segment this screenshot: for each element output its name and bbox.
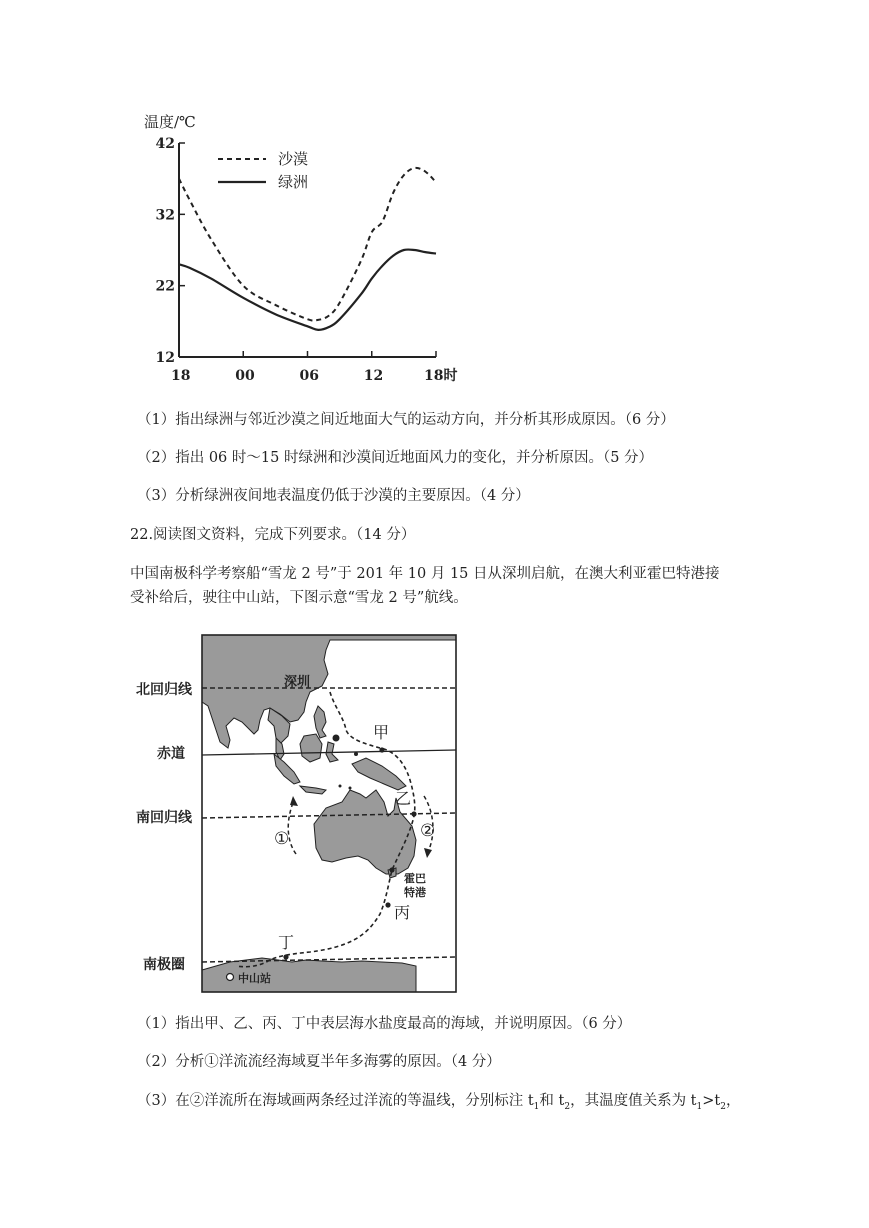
question-a2: （2）指出 06 时～15 时绿洲和沙漠间近地面风力的变化，并分析原因。（5 分） xyxy=(137,450,654,466)
y-axis-label: 温度/℃ xyxy=(144,113,196,131)
question-b3-part: ， xyxy=(725,1093,741,1109)
ding-label: 丁 xyxy=(278,933,295,952)
waypoint-bing xyxy=(385,902,390,907)
question-22-intro-line2: 受补给后，驶往中山站，下图示意“雪龙 2 号”航线。 xyxy=(130,590,468,606)
question-b2: （2）分析①洋流流经海域夏半年多海雾的原因。（4 分） xyxy=(137,1054,501,1070)
sumatra xyxy=(274,754,300,784)
x-tick-label: 06 xyxy=(299,368,319,384)
current-1-arrow xyxy=(288,800,296,854)
y-tick-label: 32 xyxy=(155,207,175,224)
question-a1: （1）指出绿洲与邻近沙漠之间近地面大气的运动方向，并分析其形成原因。（6 分） xyxy=(137,412,675,428)
tropic-of-cancer-label: 北回归线 xyxy=(136,682,192,698)
waypoint-yi xyxy=(411,811,416,816)
question-b3-part: 和 t xyxy=(539,1093,565,1109)
subscript: 1 xyxy=(533,1101,540,1112)
subscript: 2 xyxy=(720,1101,726,1112)
bing-label: 丙 xyxy=(394,903,411,922)
temperature-chart xyxy=(130,100,470,390)
y-tick-label: 42 xyxy=(155,136,175,152)
shenzhen-label: 深圳 xyxy=(284,675,311,690)
island xyxy=(349,787,352,790)
antarctica xyxy=(202,958,416,992)
equator-label: 赤道 xyxy=(157,746,185,762)
question-22-intro-line1: 中国南极科学考察船“雪龙 2 号”于 201 年 10 月 15 日从深圳启航，在澳大利亚霍巴特港接 xyxy=(130,566,720,582)
hobart-label-line2: 特港 xyxy=(404,886,426,899)
waypoint-hobart xyxy=(389,867,394,872)
waypoint-ding xyxy=(283,954,288,959)
current-2-arrowhead xyxy=(424,848,432,858)
legend-desert-label: 沙漠 xyxy=(278,150,309,168)
x-tick-label: 12 xyxy=(363,368,384,384)
zhongshan-station-label: 中山站 xyxy=(238,972,271,985)
jia-label: 甲 xyxy=(373,723,390,742)
asia-landmass xyxy=(202,635,456,748)
zhongshan-station-marker xyxy=(227,974,234,981)
subscript: 1 xyxy=(696,1101,703,1112)
philippines xyxy=(314,706,326,738)
x-tick-label: 00 xyxy=(235,368,255,384)
x-tick-label: 18 xyxy=(171,368,191,384)
oasis-series-line xyxy=(179,249,436,329)
legend-oasis-label: 绿洲 xyxy=(278,173,309,191)
question-22-title: 22.阅读图文资料，完成下列要求。（14 分） xyxy=(130,527,416,543)
antarctic-circle-label: 南极圈 xyxy=(143,957,185,973)
question-b3-part: （3）在②洋流所在海域画两条经过洋流的等温线，分别标注 t xyxy=(137,1093,534,1109)
y-tick-label: 22 xyxy=(155,278,175,295)
x-tick-label: 18时 xyxy=(424,368,458,384)
current-1-arrowhead xyxy=(290,796,298,806)
java xyxy=(300,786,326,794)
question-b1: （1）指出甲、乙、丙、丁中表层海水盐度最高的海域，并说明原因。（6 分） xyxy=(137,1016,632,1032)
y-tick-label: 12 xyxy=(155,350,175,366)
route-map xyxy=(130,630,470,1000)
question-a3: （3）分析绿洲夜间地表温度仍低于沙漠的主要原因。（4 分） xyxy=(137,488,530,504)
island xyxy=(339,785,342,788)
new-guinea xyxy=(352,758,406,790)
tropic-of-capricorn-label: 南回归线 xyxy=(136,810,192,826)
question-b3 xyxy=(137,1091,740,1117)
question-b3-part: >t xyxy=(702,1093,721,1109)
island xyxy=(333,735,340,742)
subscript: 2 xyxy=(564,1101,571,1112)
borneo xyxy=(300,734,322,762)
question-b3-part: ，其温度值关系为 t xyxy=(570,1093,697,1109)
hobart-label-line1: 霍巴 xyxy=(404,872,426,885)
yi-label: 乙 xyxy=(395,789,412,808)
waypoint-jia xyxy=(379,747,384,752)
current-1-label: ① xyxy=(274,829,290,849)
current-2-label: ② xyxy=(420,821,436,841)
